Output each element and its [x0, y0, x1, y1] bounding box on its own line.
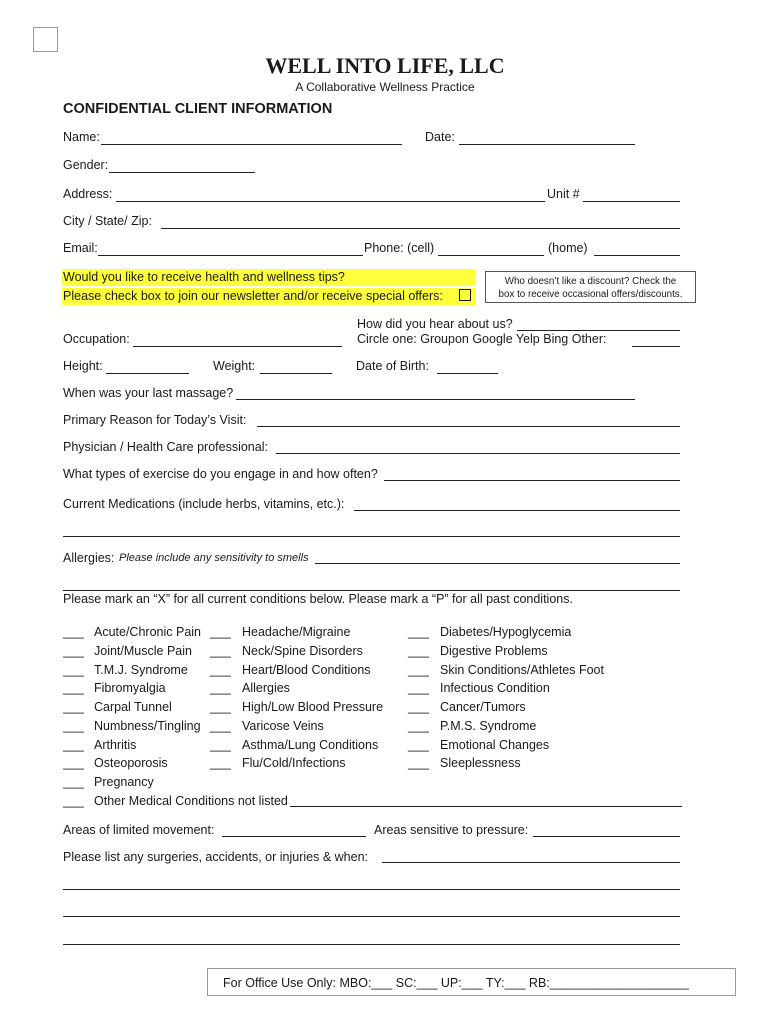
condition-label: Varicose Veins [242, 719, 324, 733]
condition-blank[interactable]: ___ [63, 719, 84, 733]
physician-label: Physician / Health Care professional: [63, 440, 268, 454]
reason-label: Primary Reason for Today’s Visit: [63, 413, 247, 427]
condition-label: Allergies [242, 681, 290, 695]
limited-movement-label: Areas of limited movement: [63, 823, 215, 837]
condition-blank[interactable]: ___ [63, 644, 84, 658]
city-field[interactable] [161, 228, 680, 229]
address-label: Address: [63, 187, 113, 201]
pressure-sensitive-label: Areas sensitive to pressure: [374, 823, 529, 837]
condition-blank[interactable]: ___ [408, 738, 429, 752]
city-label: City / State/ Zip: [63, 214, 152, 228]
height-field[interactable] [106, 373, 189, 374]
last-massage-field[interactable] [236, 399, 635, 400]
condition-blank[interactable]: ___ [210, 756, 231, 770]
discount-text: box to receive occasional offers/discounts. [498, 289, 683, 300]
exercise-field[interactable] [384, 480, 680, 481]
corner-checkbox[interactable] [33, 27, 58, 52]
condition-blank[interactable]: ___ [408, 681, 429, 695]
condition-label: Numbness/Tingling [94, 719, 201, 733]
date-label: Date: [425, 130, 455, 144]
condition-blank[interactable]: ___ [210, 625, 231, 639]
condition-label: Fibromyalgia [94, 681, 166, 695]
email-field[interactable] [98, 255, 363, 256]
occupation-label: Occupation: [63, 332, 130, 346]
condition-label: Pregnancy [94, 775, 154, 789]
condition-label: Heart/Blood Conditions [242, 663, 371, 677]
condition-blank[interactable]: ___ [210, 719, 231, 733]
condition-blank[interactable]: ___ [63, 738, 84, 752]
condition-label: P.M.S. Syndrome [440, 719, 537, 733]
surgeries-field[interactable] [382, 862, 680, 863]
condition-blank[interactable]: ___ [63, 663, 84, 677]
email-label: Email: [63, 241, 98, 255]
condition-label: Carpal Tunnel [94, 700, 172, 714]
weight-label: Weight: [213, 359, 256, 373]
allergies-note: Please include any sensitivity to smells [119, 552, 309, 564]
condition-label: Diabetes/Hypoglycemia [440, 625, 572, 639]
company-title: WELL INTO LIFE, LLC [265, 53, 505, 78]
medications-label: Current Medications (include herbs, vitamins, etc.): [63, 497, 345, 511]
condition-blank[interactable]: ___ [408, 719, 429, 733]
other-conditions-label: Other Medical Conditions not listed [94, 794, 288, 808]
condition-blank[interactable]: ___ [63, 775, 84, 789]
height-label: Height: [63, 359, 103, 373]
discount-text: Who doesn’t like a discount? Check the [504, 276, 677, 287]
hear-field[interactable] [517, 330, 680, 331]
newsletter-checkbox[interactable] [459, 289, 471, 301]
condition-label: Emotional Changes [440, 738, 550, 752]
hear-label: How did you hear about us? [357, 317, 513, 331]
name-field[interactable] [101, 144, 402, 145]
occupation-field[interactable] [133, 346, 342, 347]
office-use-text: For Office Use Only: MBO:___ SC:___ UP:___ TY:___ RB:____________________ [223, 976, 689, 990]
surgeries-field-line4[interactable] [63, 944, 680, 945]
unit-field[interactable] [583, 201, 680, 202]
condition-label: Neck/Spine Disorders [242, 644, 363, 658]
surgeries-field-line2[interactable] [63, 889, 680, 890]
condition-label: Flu/Cold/Infections [242, 756, 346, 770]
condition-label: Osteoporosis [94, 756, 168, 770]
condition-label: Cancer/Tumors [440, 700, 526, 714]
office-use-box [207, 968, 736, 996]
allergies-field[interactable] [315, 563, 680, 564]
condition-blank[interactable]: ___ [408, 644, 429, 658]
condition-blank[interactable]: ___ [63, 681, 84, 695]
condition-label: High/Low Blood Pressure [242, 700, 384, 714]
condition-blank[interactable]: ___ [63, 700, 84, 714]
physician-field[interactable] [276, 453, 680, 454]
condition-label: Acute/Chronic Pain [94, 625, 202, 639]
condition-label: Asthma/Lung Conditions [242, 738, 379, 752]
condition-blank[interactable]: ___ [408, 663, 429, 677]
condition-blank[interactable]: ___ [408, 700, 429, 714]
condition-label: T.M.J. Syndrome [94, 663, 188, 677]
condition-blank[interactable]: ___ [210, 644, 231, 658]
discount-box [485, 271, 696, 303]
other-conditions-field[interactable] [290, 806, 682, 807]
condition-blank[interactable]: ___ [210, 700, 231, 714]
condition-blank[interactable]: ___ [210, 681, 231, 695]
condition-label: Skin Conditions/Athletes Foot [440, 663, 604, 677]
dob-label: Date of Birth: [356, 359, 429, 373]
newsletter-prompt: Please check box to join our newsletter and/or receive special offers: [63, 289, 443, 303]
surgeries-field-line3[interactable] [63, 916, 680, 917]
condition-label: Arthritis [94, 738, 137, 752]
limited-movement-field[interactable] [222, 836, 366, 837]
date-field[interactable] [459, 144, 635, 145]
condition-label: Joint/Muscle Pain [94, 644, 192, 658]
medications-field[interactable] [354, 510, 680, 511]
surgeries-label: Please list any surgeries, accidents, or injuries & when: [63, 850, 369, 864]
unit-label: Unit # [547, 187, 580, 201]
weight-field[interactable] [260, 373, 332, 374]
phone-cell-field[interactable] [438, 255, 544, 256]
condition-blank[interactable]: ___ [408, 625, 429, 639]
exercise-label: What types of exercise do you engage in and how often? [63, 467, 378, 481]
phone-home-field[interactable] [594, 255, 680, 256]
condition-label: Headache/Migraine [242, 625, 351, 639]
circle-one-label: Circle one: Groupon Google Yelp Bing Other: [357, 332, 607, 346]
condition-blank[interactable]: ___ [210, 663, 231, 677]
condition-blank[interactable]: ___ [63, 756, 84, 770]
gender-label: Gender: [63, 158, 109, 172]
conditions-instruction: Please mark an “X” for all current conditions below. Please mark a “P” for all past conditions. [63, 592, 573, 606]
reason-field[interactable] [257, 426, 680, 427]
pressure-sensitive-field[interactable] [533, 836, 680, 837]
allergies-label: Allergies: [63, 551, 115, 565]
condition-blank[interactable]: ___ [63, 794, 84, 808]
allergies-field-line2[interactable] [63, 590, 680, 591]
company-subtitle: A Collaborative Wellness Practice [295, 80, 475, 94]
medications-field-line2[interactable] [63, 536, 680, 537]
phone-cell-label: Phone: (cell) [364, 241, 435, 255]
newsletter-question: Would you like to receive health and wellness tips? [63, 270, 345, 284]
address-field[interactable] [116, 201, 545, 202]
condition-blank[interactable]: ___ [210, 738, 231, 752]
phone-home-label: (home) [548, 241, 588, 255]
other-source-field[interactable] [632, 346, 680, 347]
condition-label: Sleeplessness [440, 756, 521, 770]
condition-label: Infectious Condition [440, 681, 550, 695]
condition-blank[interactable]: ___ [63, 625, 84, 639]
condition-blank[interactable]: ___ [408, 756, 429, 770]
section-title: CONFIDENTIAL CLIENT INFORMATION [63, 101, 333, 117]
condition-label: Digestive Problems [440, 644, 548, 658]
name-label: Name: [63, 130, 100, 144]
gender-field[interactable] [109, 172, 255, 173]
dob-field[interactable] [437, 373, 498, 374]
last-massage-label: When was your last massage? [63, 386, 234, 400]
